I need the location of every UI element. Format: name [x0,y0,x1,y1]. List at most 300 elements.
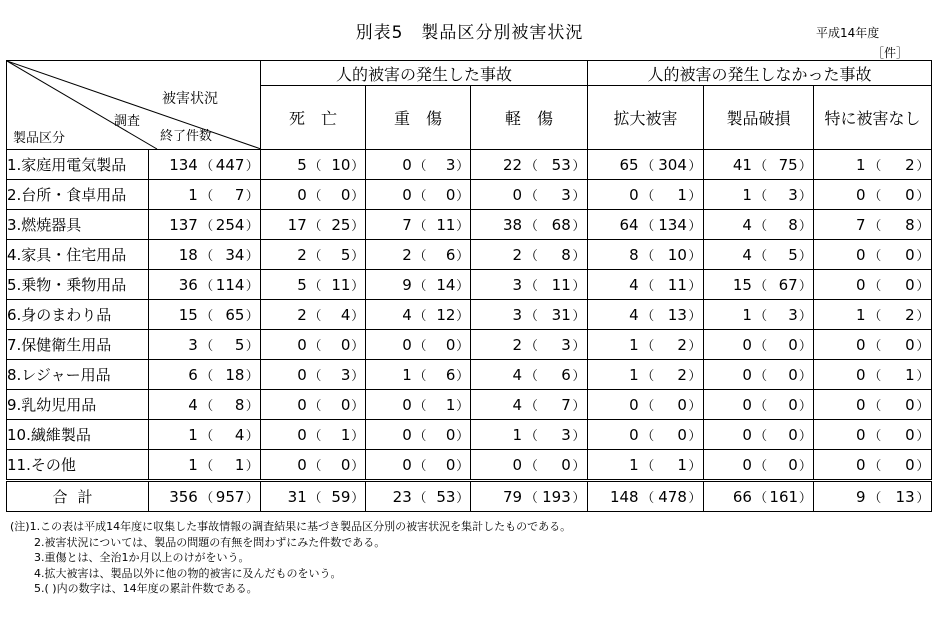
paren-close: ） [798,159,812,174]
count-value: 0 [297,185,307,204]
paren-open: （ [308,491,322,506]
value-cell [814,481,932,512]
table-row [7,450,932,481]
paren-close: ） [351,189,365,204]
paren-open: （ [200,219,214,234]
count-value: 3 [512,305,523,324]
cumulative-value: 0 [445,455,456,474]
value-cell [366,450,471,481]
paren-close: ） [688,159,702,174]
count-value: 9 [855,487,866,506]
cumulative-value: 18 [225,365,245,384]
value-cell [704,420,814,450]
category-label: 1.家庭用電気製品 [7,150,149,180]
paren-close: ） [245,219,259,234]
paren-close: ） [456,369,470,384]
paren-open: （ [308,189,322,204]
count-value: 0 [742,455,752,474]
cumulative-value: 67 [778,275,798,294]
cumulative-value: 254 [215,215,245,234]
paren-open: （ [413,219,427,234]
damage-table [6,60,932,512]
paren-open: （ [413,249,427,264]
count-value: 0 [855,365,866,384]
cumulative-value: 3 [340,365,351,384]
category-label: 9.乳幼児用品 [7,390,149,420]
cumulative-value: 0 [905,395,915,414]
paren-close: ） [351,309,365,324]
cumulative-value: 114 [215,275,245,294]
footnote: (注)1.この表は平成14年度に収集した事故情報の調査結果に基づき製品区分別の被害状況を集計したものである。 [10,520,572,533]
cumulative-value: 11 [551,275,571,294]
paren-close: ） [688,369,702,384]
paren-open: （ [413,189,427,204]
paren-close: ） [245,309,259,324]
paren-close: ） [916,399,930,414]
count-value: 0 [855,185,866,204]
count-value: 1 [188,455,198,474]
paren-open: （ [754,429,768,444]
cumulative-value: 2 [905,305,915,324]
value-cell [704,210,814,240]
value-cell [471,420,588,450]
paren-open: （ [641,159,655,174]
paren-open: （ [641,399,655,414]
cumulative-value: 10 [667,245,687,264]
paren-close: ） [688,339,702,354]
count-value: 0 [402,455,412,474]
paren-open: （ [754,491,768,506]
footnote: 3.重傷とは、全治1か月以上のけがをいう。 [34,551,250,564]
paren-open: （ [868,309,882,324]
cumulative-value: 59 [331,487,351,506]
paren-close: ） [688,491,702,506]
paren-close: ） [456,339,470,354]
value-cell [814,210,932,240]
value-cell [149,481,261,512]
cumulative-value: 3 [788,305,798,324]
count-value: 0 [297,365,307,384]
cumulative-value: 3 [788,185,798,204]
cumulative-value: 0 [905,185,915,204]
table-row [7,180,932,210]
value-cell [814,450,932,481]
corner-header [7,61,261,150]
fiscal-year: 平成14年度 [816,26,880,40]
cumulative-value: 0 [788,425,798,444]
value-cell [704,360,814,390]
paren-close: ） [456,429,470,444]
paren-close: ） [456,219,470,234]
cumulative-value: 0 [677,395,687,414]
value-cell [704,330,814,360]
value-cell [704,450,814,481]
count-value: 0 [512,185,523,204]
cumulative-value: 11 [331,275,351,294]
cumulative-value: 0 [340,395,351,414]
paren-open: （ [754,399,768,414]
count-value: 0 [297,455,307,474]
cumulative-value: 0 [905,425,915,444]
count-value: 3 [512,275,523,294]
cumulative-value: 8 [561,245,571,264]
paren-close: ） [245,491,259,506]
paren-open: （ [308,339,322,354]
page-title: 別表5 製品区分別被害状況 [355,23,584,43]
paren-open: （ [868,279,882,294]
paren-close: ） [456,459,470,474]
paren-open: （ [868,369,882,384]
count-value: 36 [178,275,198,294]
cumulative-value: 0 [788,365,798,384]
cumulative-value: 0 [788,395,798,414]
value-cell [261,180,366,210]
cumulative-value: 13 [895,487,915,506]
count-value: 0 [855,275,866,294]
count-value: 4 [629,305,639,324]
cumulative-value: 12 [436,305,456,324]
paren-open: （ [200,459,214,474]
paren-close: ） [798,249,812,264]
cumulative-value: 11 [436,215,456,234]
cumulative-value: 6 [561,365,571,384]
cumulative-value: 8 [905,215,915,234]
paren-close: ） [916,189,930,204]
paren-open: （ [754,219,768,234]
cumulative-value: 11 [667,275,687,294]
cumulative-value: 13 [667,305,687,324]
paren-open: （ [524,369,538,384]
count-value: 5 [297,275,307,294]
paren-close: ） [245,189,259,204]
category-label: 7.保健衛生用品 [7,330,149,360]
value-cell [704,300,814,330]
paren-open: （ [524,339,538,354]
paren-close: ） [351,249,365,264]
value-cell [471,330,588,360]
value-cell [261,150,366,180]
paren-open: （ [413,309,427,324]
count-value: 0 [855,395,866,414]
count-value: 1 [855,155,866,174]
value-cell [366,270,471,300]
value-cell [588,150,704,180]
count-value: 2 [297,305,307,324]
footnote: 4.拡大被害は、製品以外に他の物的被害に及んだものをいう。 [34,566,342,580]
count-value: 1 [855,305,866,324]
paren-open: （ [868,399,882,414]
cumulative-value: 75 [778,155,798,174]
cumulative-value: 0 [340,335,351,354]
paren-open: （ [641,219,655,234]
count-value: 4 [742,245,752,264]
count-value: 31 [287,487,307,506]
paren-open: （ [413,369,427,384]
value-cell [366,330,471,360]
cumulative-value: 3 [445,155,456,174]
paren-close: ） [798,459,812,474]
paren-close: ） [572,249,586,264]
count-value: 3 [188,335,198,354]
cumulative-value: 478 [658,487,687,506]
cumulative-value: 2 [677,365,687,384]
paren-open: （ [641,339,655,354]
table-row [7,390,932,420]
paren-open: （ [641,279,655,294]
value-cell [149,210,261,240]
value-cell [588,180,704,210]
unit-label: ［件］ [872,46,909,60]
paren-close: ） [688,459,702,474]
cumulative-value: 0 [905,275,915,294]
value-cell [366,210,471,240]
count-value: 2 [297,245,307,264]
value-cell [471,481,588,512]
cumulative-value: 1 [445,395,456,414]
footnote: 2.被害状況については、製品の問題の有無を問わずにみた件数である。 [34,535,386,549]
count-value: 4 [512,365,523,384]
paren-close: ） [916,429,930,444]
paren-close: ） [798,429,812,444]
count-value: 0 [297,425,307,444]
value-cell [149,390,261,420]
paren-open: （ [641,369,655,384]
paren-close: ） [798,309,812,324]
paren-close: ） [351,459,365,474]
cumulative-value: 7 [561,395,571,414]
count-value: 0 [402,185,412,204]
paren-close: ） [456,159,470,174]
count-value: 1 [742,305,752,324]
count-value: 1 [629,335,639,354]
cumulative-value: 14 [436,275,456,294]
paren-close: ） [572,189,586,204]
count-value: 7 [402,215,412,234]
paren-close: ） [916,249,930,264]
footnotes [10,519,571,597]
paren-close: ） [572,369,586,384]
paren-open: （ [641,429,655,444]
corner-status-label: 被害状況 [162,91,218,107]
paren-open: （ [641,309,655,324]
paren-close: ） [688,219,702,234]
count-value: 148 [609,487,639,506]
paren-close: ） [798,279,812,294]
paren-open: （ [524,459,538,474]
cumulative-value: 447 [215,155,245,174]
paren-close: ） [798,491,812,506]
value-cell [471,300,588,330]
paren-open: （ [524,399,538,414]
cumulative-value: 1 [677,185,687,204]
count-value: 134 [169,155,198,174]
value-cell [149,420,261,450]
count-value: 0 [855,245,866,264]
value-cell [814,270,932,300]
paren-close: ） [572,219,586,234]
value-cell [261,360,366,390]
count-value: 2 [512,335,523,354]
value-cell [588,210,704,240]
value-cell [814,390,932,420]
paren-close: ） [351,429,365,444]
paren-close: ） [798,189,812,204]
paren-open: （ [524,309,538,324]
paren-close: ） [798,219,812,234]
paren-close: ） [245,399,259,414]
cumulative-value: 0 [445,335,456,354]
total-row [7,481,932,512]
paren-close: ） [688,399,702,414]
paren-open: （ [754,279,768,294]
paren-close: ） [351,339,365,354]
category-label: 4.家具・住宅用品 [7,240,149,270]
count-value: 0 [855,455,866,474]
paren-open: （ [413,159,427,174]
count-value: 0 [512,455,523,474]
category-label: 8.レジャー用品 [7,360,149,390]
value-cell [366,180,471,210]
col-header-product-damage: 製品破損 [704,86,814,150]
cumulative-value: 3 [561,335,571,354]
count-value: 23 [392,487,412,506]
group-header-no-injury: 人的被害の発生しなかった事故 [588,61,932,86]
count-value: 7 [855,215,866,234]
value-cell [471,270,588,300]
paren-close: ） [916,219,930,234]
count-value: 0 [855,425,866,444]
paren-open: （ [413,279,427,294]
count-value: 4 [742,215,752,234]
value-cell [588,390,704,420]
cumulative-value: 957 [215,487,245,506]
paren-open: （ [308,279,322,294]
value-cell [814,180,932,210]
count-value: 66 [732,487,752,506]
col-header-minor-injury: 軽 傷 [471,86,588,150]
paren-close: ） [916,279,930,294]
cumulative-value: 4 [234,425,245,444]
paren-open: （ [308,309,322,324]
value-cell [704,390,814,420]
corner-product-label: 製品区分 [13,131,66,146]
category-label: 5.乗物・乗物用品 [7,270,149,300]
count-value: 6 [188,365,198,384]
cumulative-value: 8 [788,215,798,234]
cumulative-value: 0 [788,335,798,354]
count-value: 0 [297,335,307,354]
paren-open: （ [413,459,427,474]
count-value: 4 [402,305,412,324]
value-cell [261,210,366,240]
value-cell [366,360,471,390]
paren-open: （ [308,399,322,414]
cumulative-value: 31 [551,305,571,324]
paren-open: （ [200,369,214,384]
paren-open: （ [200,491,214,506]
paren-open: （ [868,459,882,474]
count-value: 15 [178,305,198,324]
cumulative-value: 1 [677,455,687,474]
value-cell [149,330,261,360]
cumulative-value: 5 [788,245,798,264]
cumulative-value: 53 [436,487,456,506]
cumulative-value: 0 [561,455,571,474]
paren-open: （ [413,491,427,506]
count-value: 65 [619,155,639,174]
count-value: 0 [629,395,639,414]
paren-close: ） [456,309,470,324]
cumulative-value: 0 [905,335,915,354]
count-value: 17 [287,215,307,234]
count-value: 4 [629,275,639,294]
paren-open: （ [868,159,882,174]
paren-close: ） [572,159,586,174]
count-value: 18 [178,245,198,264]
table-row [7,210,932,240]
paren-close: ） [572,279,586,294]
col-header-serious-injury: 重 傷 [366,86,471,150]
count-value: 2 [512,245,523,264]
paren-open: （ [200,249,214,264]
paren-close: ） [798,339,812,354]
count-value: 9 [402,275,412,294]
paren-open: （ [754,369,768,384]
paren-open: （ [200,399,214,414]
value-cell [149,360,261,390]
value-cell [588,300,704,330]
paren-open: （ [200,279,214,294]
value-cell [704,270,814,300]
paren-open: （ [308,459,322,474]
paren-close: ） [572,491,586,506]
group-header-injury: 人的被害の発生した事故 [261,61,588,86]
cumulative-value: 0 [340,455,351,474]
value-cell [588,481,704,512]
value-cell [261,330,366,360]
cumulative-value: 0 [905,455,915,474]
value-cell [261,240,366,270]
paren-close: ） [351,399,365,414]
category-label: 2.台所・食卓用品 [7,180,149,210]
count-value: 0 [855,335,866,354]
corner-count-label: 終了件数 [160,129,213,144]
value-cell [588,330,704,360]
cumulative-value: 0 [340,185,351,204]
count-value: 64 [619,215,639,234]
paren-close: ） [572,429,586,444]
value-cell [261,450,366,481]
value-cell [814,330,932,360]
cumulative-value: 193 [542,487,571,506]
paren-close: ） [688,189,702,204]
count-value: 356 [169,487,198,506]
paren-open: （ [200,309,214,324]
paren-close: ） [351,219,365,234]
category-label: 6.身のまわり品 [7,300,149,330]
count-value: 137 [169,215,198,234]
table-row [7,240,932,270]
paren-close: ） [916,309,930,324]
paren-close: ） [245,459,259,474]
cumulative-value: 0 [445,185,456,204]
cumulative-value: 0 [788,455,798,474]
value-cell [814,420,932,450]
count-value: 0 [402,395,412,414]
paren-close: ） [916,491,930,506]
paren-close: ） [456,249,470,264]
value-cell [588,420,704,450]
